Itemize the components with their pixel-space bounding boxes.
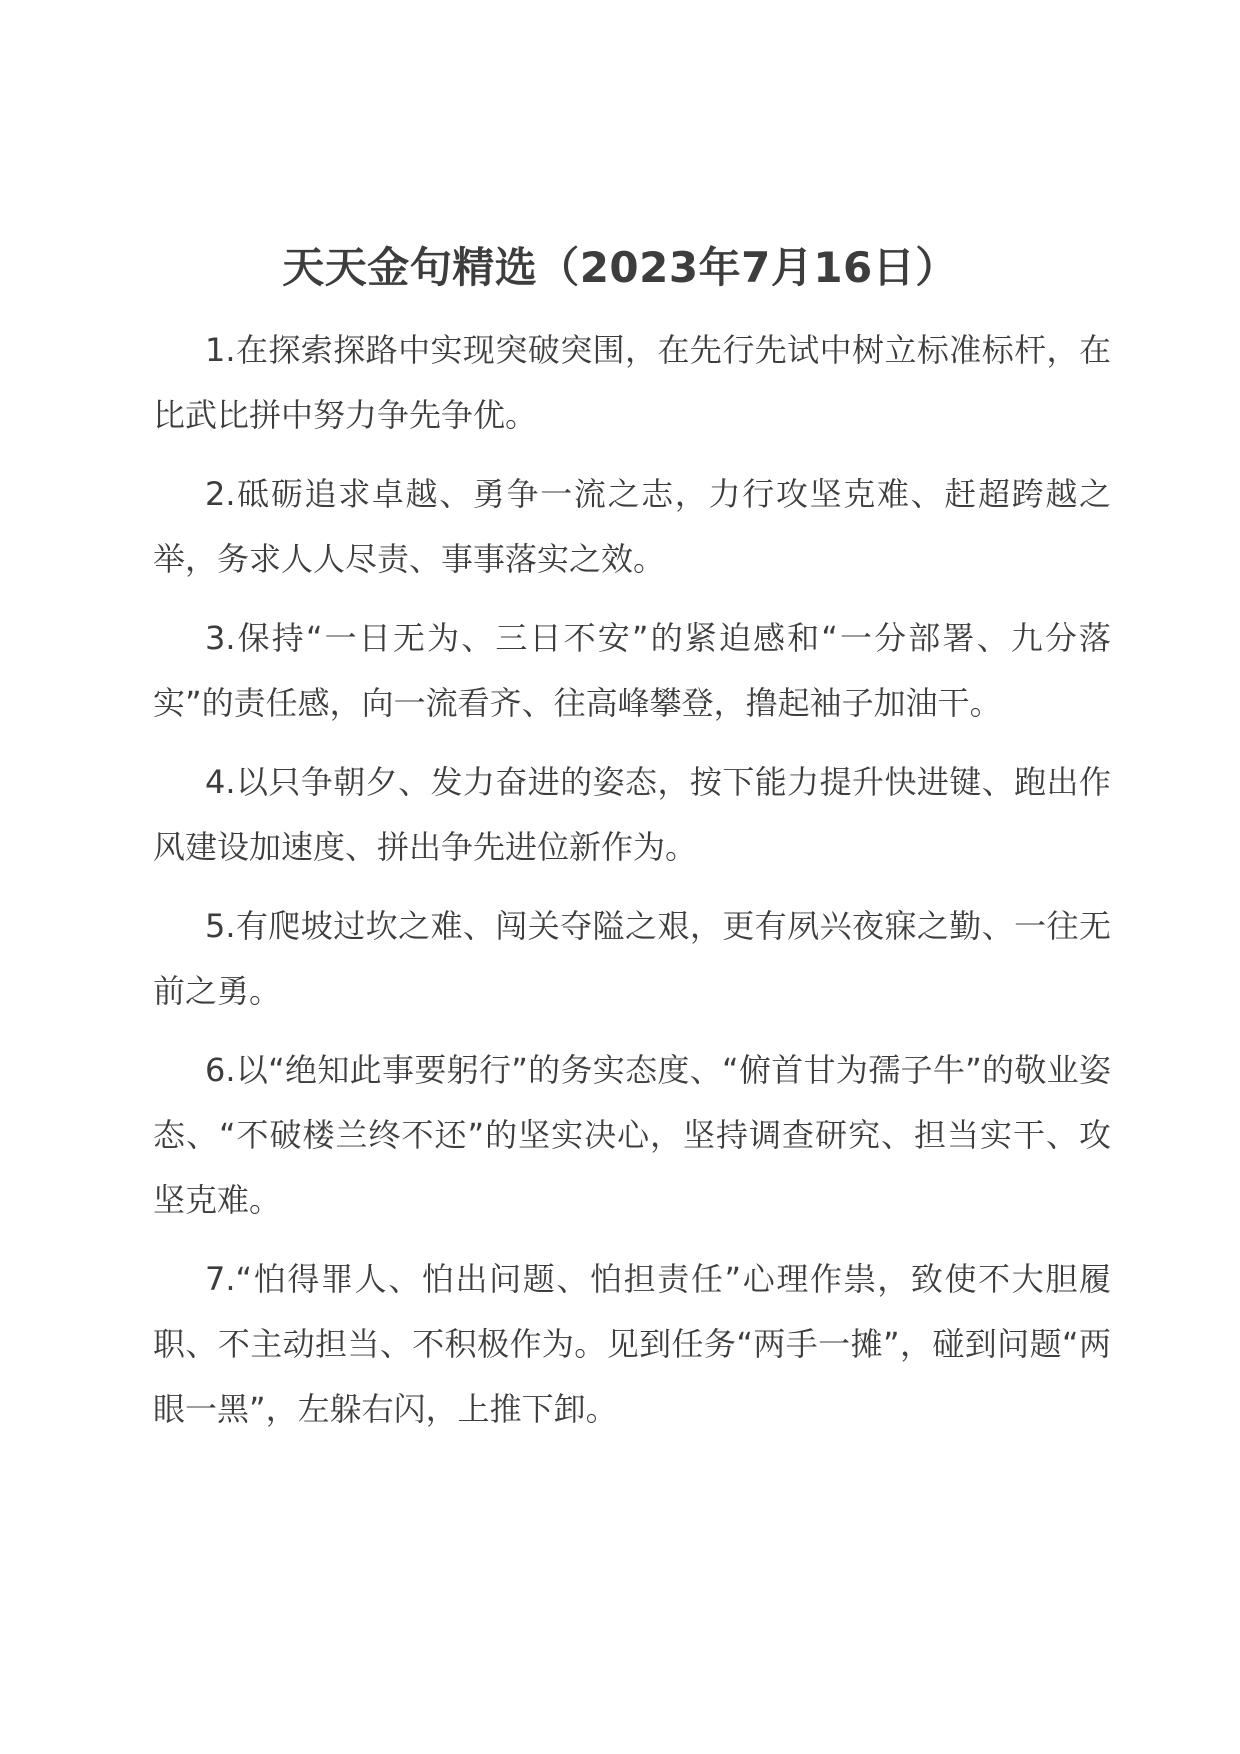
paragraph-7: 7.“怕得罪人、怕出问题、怕担责任”心理作祟，致使不大胆履职、不主动担当、不积极作为。见到任务“两手一摊”，碰到问题“两眼一黑”，左躲右闪，上推下卸。 — [153, 1260, 1111, 1428]
paragraph-2: 2.砥砺追求卓越、勇争一流之志，力行攻坚克难、赶超跨越之举，务求人人尽责、事事落实之效。 — [153, 475, 1111, 578]
paragraph-6: 6.以“绝知此事要躬行”的务实态度、“俯首甘为孺子牛”的敬业姿态、“不破楼兰终不还”的坚实决心，坚持调查研究、担当实干、攻坚克难。 — [153, 1051, 1111, 1219]
document-body — [153, 318, 1111, 1456]
paragraph-4: 4.以只争朝夕、发力奋进的姿态，按下能力提升快进键、跑出作风建设加速度、拼出争先进位新作为。 — [153, 763, 1111, 866]
document-title: 天天金句精选（2023年7月16日） — [282, 243, 958, 292]
paragraph-1: 1.在探索探路中实现突破突围，在先行先试中树立标准标杆，在比武比拼中努力争先争优。 — [153, 331, 1111, 434]
paragraph-5: 5.有爬坡过坎之难、闯关夺隘之艰，更有夙兴夜寐之勤、一往无前之勇。 — [153, 907, 1111, 1010]
paragraph-3: 3.保持“一日无为、三日不安”的紧迫感和“一分部署、九分落实”的责任感，向一流看齐、往高峰攀登，撸起袖子加油干。 — [153, 619, 1111, 722]
